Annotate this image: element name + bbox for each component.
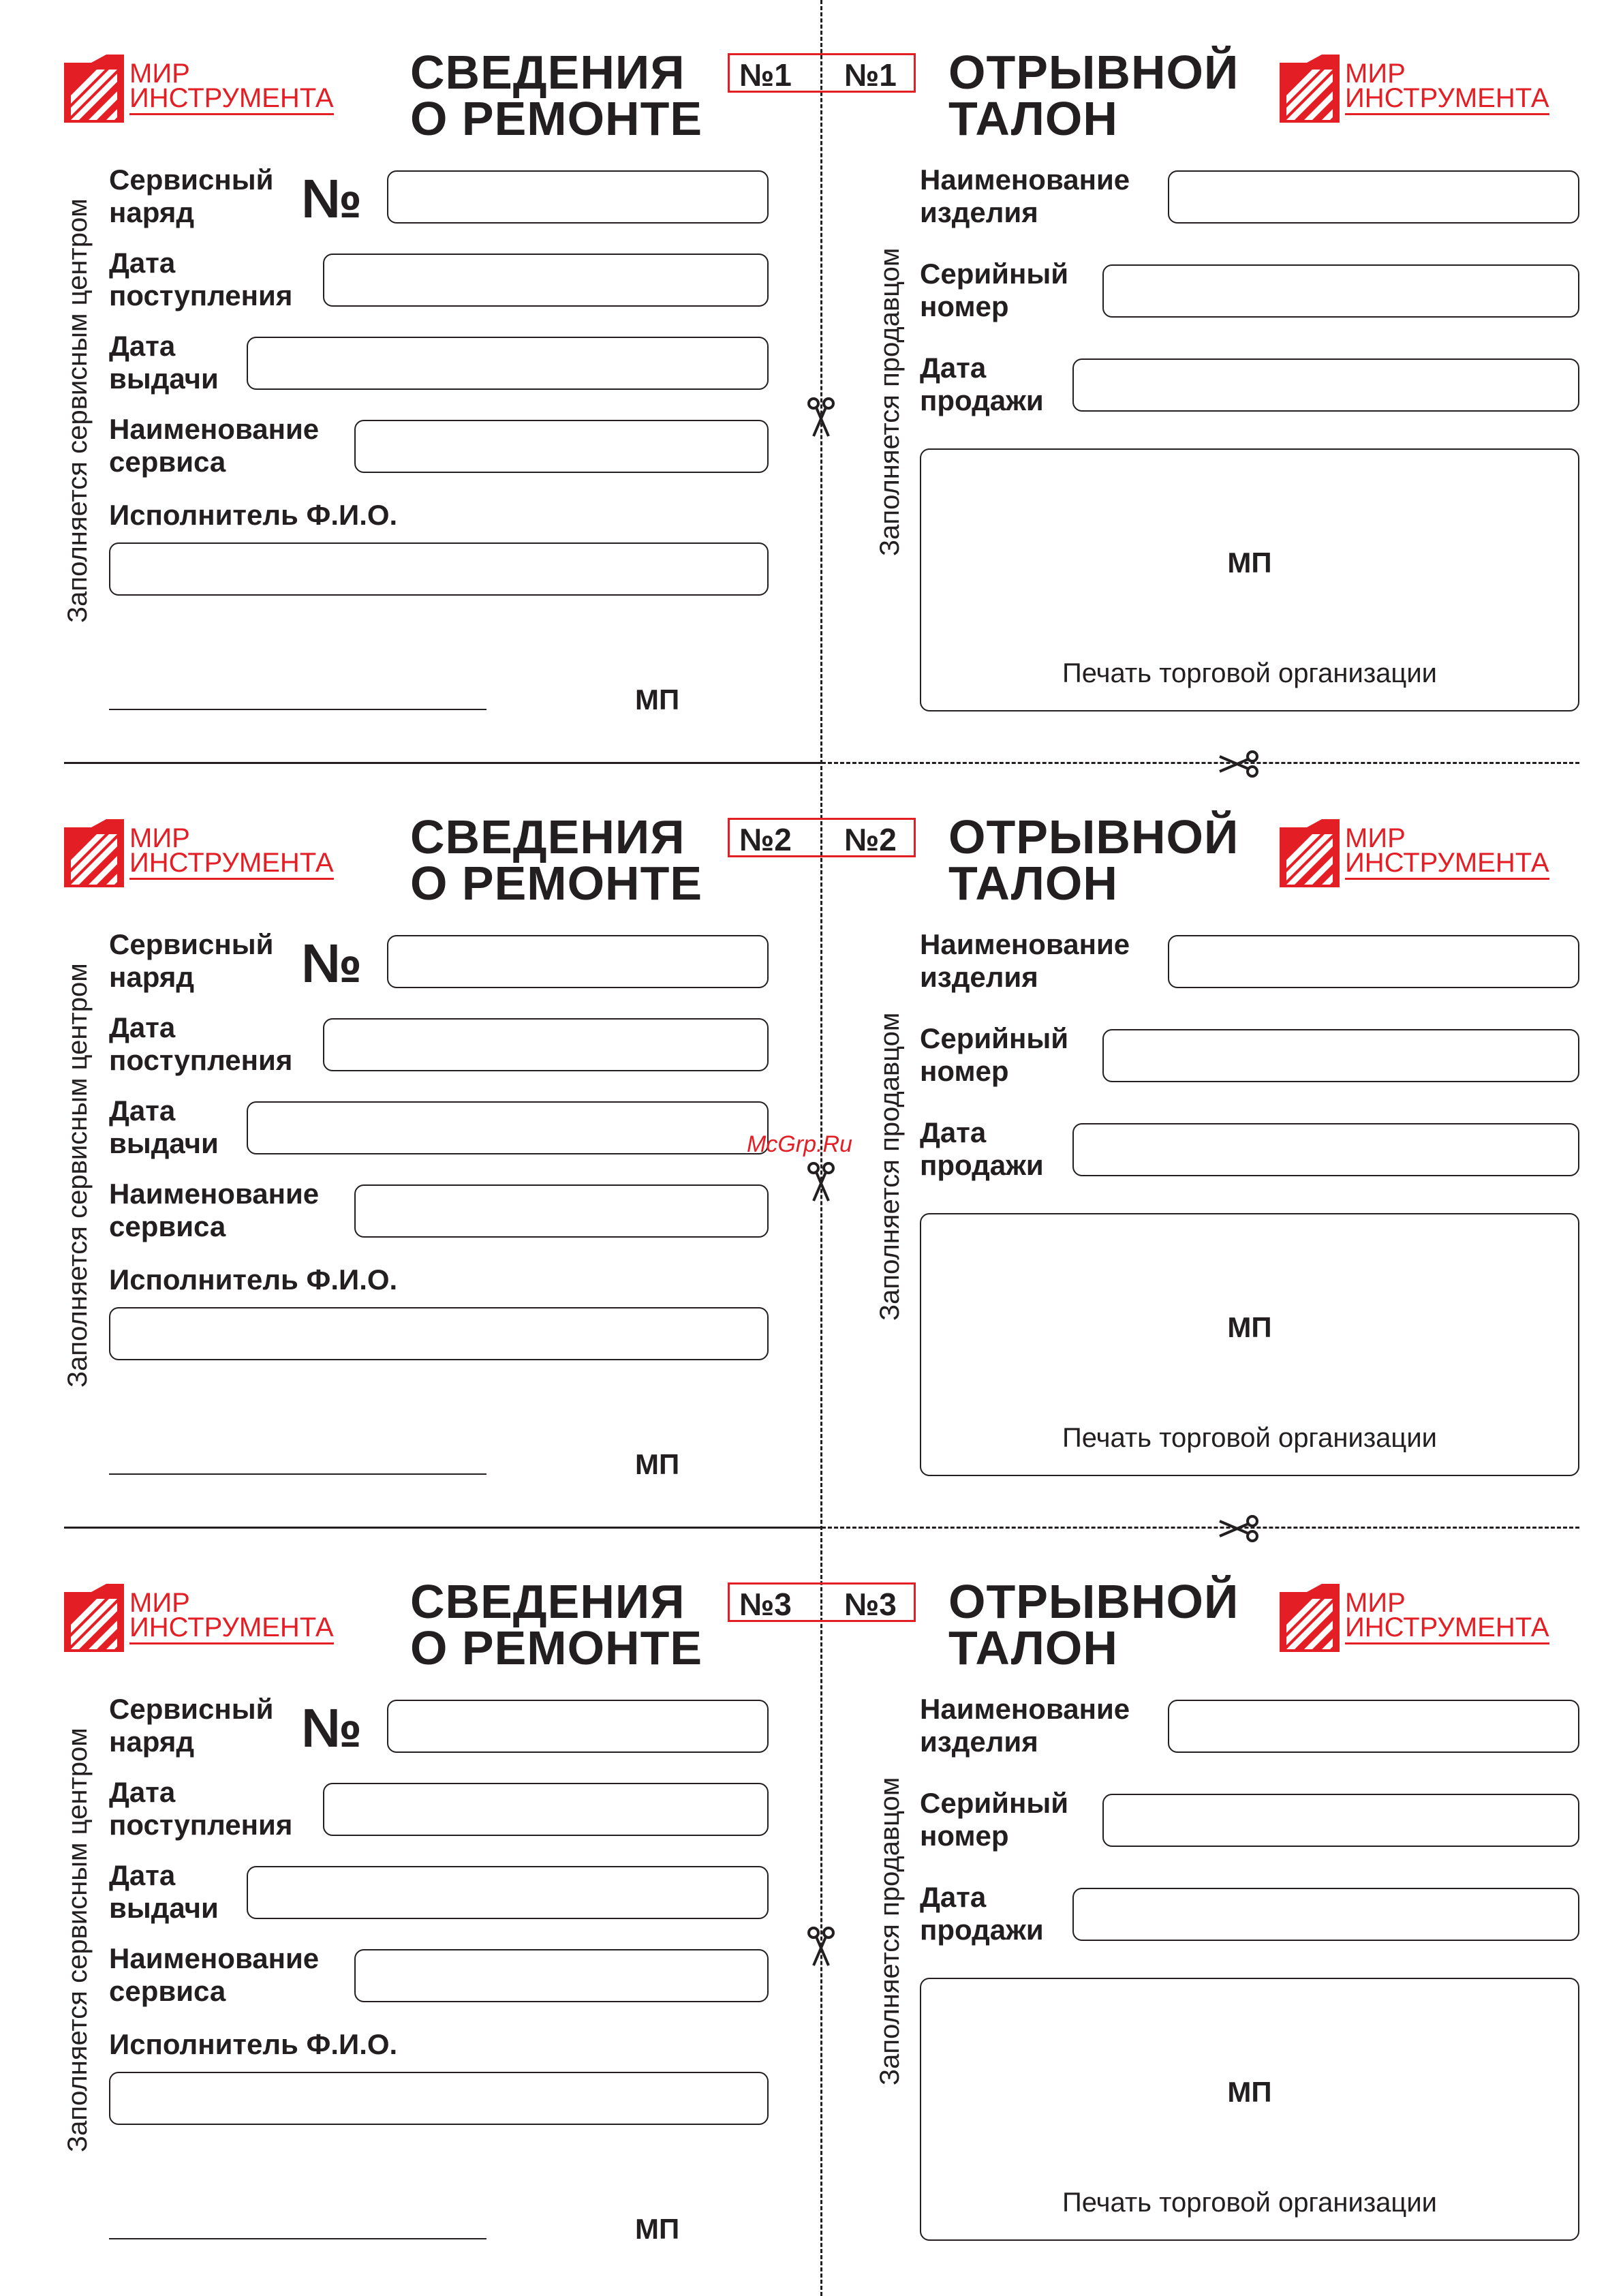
brand-logo-right [1280,55,1579,123]
service-name-label-line1: Наименование [109,1178,320,1210]
signature-line [109,709,486,710]
service-order-label-line2: наряд [109,961,194,993]
logo-text-line2: ИНСТРУМЕНТА [129,1614,334,1644]
service-name-field[interactable] [354,1184,769,1238]
stamp-caption: Печать торговой организации [1062,1423,1438,1453]
issued-date-field[interactable] [247,1101,769,1154]
serial-number-label-line1: Серийный [920,258,1069,290]
executor-label: Исполнитель Ф.И.О. [109,2028,398,2060]
sale-date-label-line1: Дата [920,1116,987,1148]
logo-text-line2: ИНСТРУМЕНТА [1345,1614,1549,1644]
repair-title [410,46,703,145]
logo-text-line1: МИР [1345,1588,1406,1618]
service-order-label [109,928,273,994]
service-order-field[interactable] [387,935,769,988]
logo-mark-icon [64,819,125,887]
logo-text-line1: МИР [1345,59,1406,89]
sale-date-label-line1: Дата [920,352,987,384]
number-sign: № [301,168,362,229]
sale-date-label-line2: продажи [920,1914,1044,1946]
product-name-field[interactable] [1168,170,1579,224]
service-name-label [109,413,319,478]
brand-logo [64,55,364,123]
repair-number: №2 [739,822,792,857]
sale-date-label [920,352,1044,417]
section-number-box [728,818,916,857]
store-stamp-box[interactable] [920,448,1579,711]
repair-title-line1: СВЕДЕНИЯ [410,46,685,99]
brand-logo-right [1280,819,1579,887]
service-name-field[interactable] [354,420,769,473]
serial-number-label [920,1022,1068,1088]
issued-date-label-line1: Дата [109,1095,176,1127]
service-order-label-line1: Сервисный [109,1693,274,1725]
product-name-label-line1: Наименование [920,1693,1130,1725]
received-date-label-line1: Дата [109,247,176,279]
service-order-label-line1: Сервисный [109,928,274,960]
store-stamp-box[interactable] [920,1213,1579,1476]
product-name-label [920,164,1130,229]
sale-date-label [920,1881,1044,1946]
logo-text-line2: ИНСТРУМЕНТА [129,85,334,115]
repair-title-line2: О РЕМОНТЕ [410,1621,703,1674]
received-date-label-line2: поступления [109,1044,293,1076]
stamp-place-label: МП [635,2213,680,2245]
serial-number-label-line2: номер [920,1055,1009,1087]
scissors-icon [1217,1507,1259,1550]
received-date-field[interactable] [323,1018,769,1071]
logo-text-line1: МИР [129,1588,190,1618]
coupon-title-line1: ОТРЫВНОЙ [948,810,1239,863]
sale-date-field[interactable] [1072,1888,1579,1941]
product-name-label-line1: Наименование [920,164,1130,196]
scissors-icon [800,1161,842,1204]
issued-date-field[interactable] [247,1866,769,1919]
horizontal-cut-dashed-1 [822,762,1579,764]
repair-title [410,1575,703,1674]
stamp-caption: Печать торговой организации [1062,658,1438,688]
received-date-label-line1: Дата [109,1776,176,1808]
issued-date-field[interactable] [247,337,769,390]
stamp-place-label: МП [635,1448,680,1480]
service-name-label-line2: сервиса [109,446,226,478]
logo-text-line2: ИНСТРУМЕНТА [129,849,334,880]
stamp-mp-label: МП [1227,2076,1272,2108]
service-order-label [109,164,273,229]
coupon-title-line2: ТАЛОН [948,92,1118,145]
executor-field[interactable] [109,1307,769,1360]
coupon-title [948,810,1239,910]
issued-date-label-line1: Дата [109,330,176,362]
issued-date-label [109,330,219,395]
repair-side-label: Заполняется сервисным центром [63,1728,93,2152]
sale-date-field[interactable] [1072,1123,1579,1176]
service-order-field[interactable] [387,1700,769,1753]
received-date-label-line2: поступления [109,279,293,311]
scissors-icon [800,1926,842,1968]
repair-number: №3 [739,1587,792,1622]
serial-number-field[interactable] [1102,1029,1579,1082]
serial-number-label-line2: номер [920,1820,1009,1852]
section-number-box [728,53,916,93]
repair-title-line2: О РЕМОНТЕ [410,92,703,145]
store-stamp-box[interactable] [920,1978,1579,2241]
coupon-title-line1: ОТРЫВНОЙ [948,46,1239,99]
service-name-label-line1: Наименование [109,1942,320,1974]
number-sign: № [301,933,362,994]
signature-line [109,2238,486,2239]
issued-date-label [109,1859,219,1925]
serial-number-label-line2: номер [920,290,1009,322]
issued-date-label-line1: Дата [109,1859,176,1891]
stamp-place-label: МП [635,684,680,716]
sale-date-label [920,1116,1044,1182]
form-section-3 [0,1529,1623,2293]
repair-side-label: Заполняется сервисным центром [63,198,93,623]
coupon-title [948,46,1239,145]
logo-text-line1: МИР [129,59,190,89]
service-order-label-line1: Сервисный [109,164,274,196]
service-name-label-line1: Наименование [109,413,320,445]
scissors-icon [800,397,842,439]
received-date-label [109,1776,292,1841]
sale-date-field[interactable] [1072,358,1579,412]
serial-number-field[interactable] [1102,264,1579,318]
executor-field[interactable] [109,2072,769,2125]
received-date-field[interactable] [323,1783,769,1836]
section-number-box [728,1582,916,1622]
brand-logo [64,819,364,887]
logo-mark-icon [64,1584,125,1652]
coupon-title-line1: ОТРЫВНОЙ [948,1575,1239,1628]
serial-number-label [920,258,1068,323]
logo-mark-icon [1280,1584,1341,1652]
service-order-label-line2: наряд [109,196,194,228]
service-order-label [109,1693,273,1758]
coupon-title [948,1575,1239,1674]
sale-date-label-line1: Дата [920,1881,987,1913]
logo-mark-icon [64,55,125,123]
coupon-number: №1 [844,57,897,93]
watermark: McGrp.Ru [747,1131,852,1157]
issued-date-label [109,1095,219,1160]
product-name-label-line2: изделия [920,1726,1038,1758]
service-name-field[interactable] [354,1949,769,2002]
coupon-number: №2 [844,822,897,857]
product-name-field[interactable] [1168,1700,1579,1753]
brand-logo [64,1584,364,1652]
logo-text-line2: ИНСТРУМЕНТА [1345,849,1549,880]
horizontal-cut-solid-2 [64,1527,822,1529]
coupon-side-label: Заполняется продавцом [875,1777,905,2085]
received-date-label [109,247,292,312]
product-name-label [920,1693,1130,1758]
coupon-title-line2: ТАЛОН [948,1621,1118,1674]
serial-number-label [920,1787,1068,1852]
service-order-field[interactable] [387,170,769,224]
stamp-caption: Печать торговой организации [1062,2188,1438,2218]
repair-title-line1: СВЕДЕНИЯ [410,810,685,863]
received-date-field[interactable] [323,254,769,307]
issued-date-label-line2: выдачи [109,1892,219,1924]
stamp-mp-label: МП [1227,547,1272,579]
logo-mark-icon [1280,819,1341,887]
stamp-mp-label: МП [1227,1311,1272,1343]
sale-date-label-line2: продажи [920,1149,1044,1181]
executor-label: Исполнитель Ф.И.О. [109,499,398,531]
issued-date-label-line2: выдачи [109,363,219,395]
form-section-1 [0,0,1623,763]
product-name-field[interactable] [1168,935,1579,988]
service-name-label [109,1178,319,1243]
executor-label: Исполнитель Ф.И.О. [109,1264,398,1296]
coupon-side-label: Заполняется продавцом [875,1012,905,1321]
received-date-label-line2: поступления [109,1809,293,1841]
repair-side-label: Заполняется сервисным центром [63,963,93,1388]
logo-mark-icon [1280,55,1341,123]
serial-number-label-line1: Серийный [920,1022,1069,1054]
repair-title [410,810,703,910]
service-name-label-line2: сервиса [109,1975,226,2007]
scissors-icon [1217,743,1259,785]
horizontal-cut-dashed-2 [822,1527,1579,1529]
number-sign: № [301,1698,362,1758]
received-date-label [109,1011,292,1077]
logo-text-line2: ИНСТРУМЕНТА [1345,85,1549,115]
horizontal-cut-solid-1 [64,762,822,764]
repair-title-line2: О РЕМОНТЕ [410,857,703,910]
serial-number-label-line1: Серийный [920,1787,1069,1819]
logo-text-line1: МИР [129,823,190,853]
sale-date-label-line2: продажи [920,384,1044,416]
issued-date-label-line2: выдачи [109,1127,219,1159]
service-name-label [109,1942,319,2008]
repair-title-line1: СВЕДЕНИЯ [410,1575,685,1628]
product-name-label-line2: изделия [920,961,1038,993]
coupon-number: №3 [844,1587,897,1622]
product-name-label-line1: Наименование [920,928,1130,960]
signature-line [109,1473,486,1475]
logo-text-line1: МИР [1345,823,1406,853]
coupon-title-line2: ТАЛОН [948,857,1118,910]
product-name-label-line2: изделия [920,196,1038,228]
service-order-label-line2: наряд [109,1726,194,1758]
service-name-label-line2: сервиса [109,1210,226,1242]
repair-number: №1 [739,57,792,93]
brand-logo-right [1280,1584,1579,1652]
product-name-label [920,928,1130,994]
serial-number-field[interactable] [1102,1794,1579,1847]
received-date-label-line1: Дата [109,1011,176,1043]
coupon-side-label: Заполняется продавцом [875,247,905,556]
executor-field[interactable] [109,542,769,596]
